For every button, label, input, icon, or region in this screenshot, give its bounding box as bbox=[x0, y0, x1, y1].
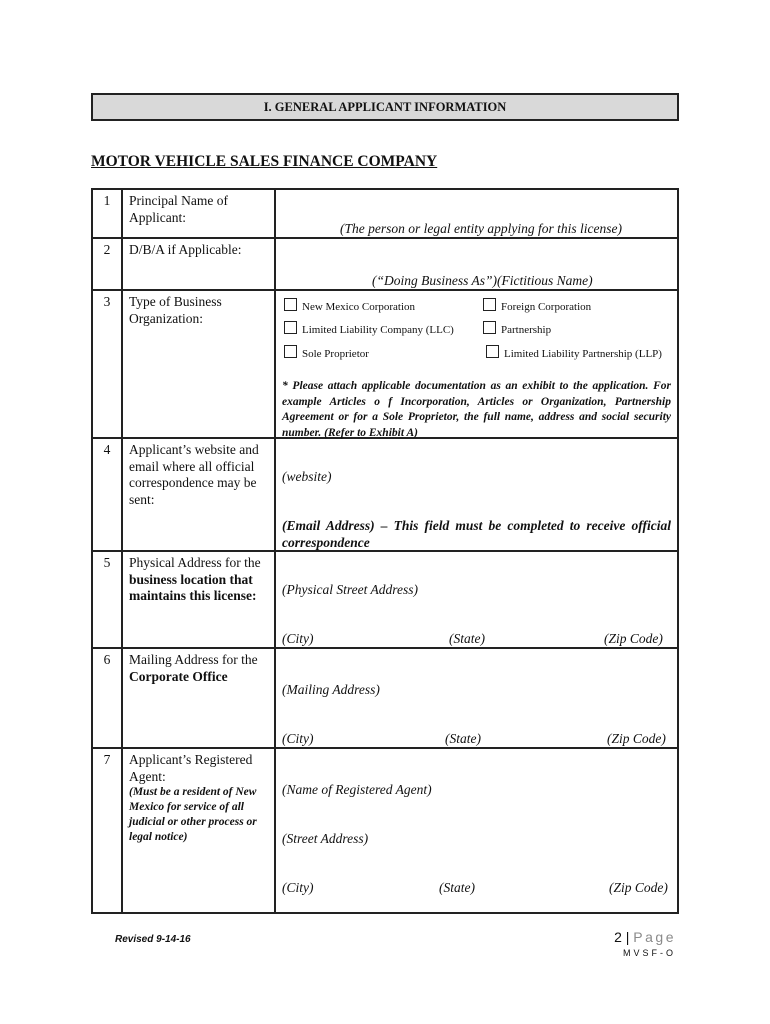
row-number: 7 bbox=[92, 748, 122, 913]
checkbox-icon[interactable] bbox=[284, 298, 297, 311]
registered-agent-sublabel: (Must be a resident of New Mexico for service of all judicial or other process or legal notice) bbox=[129, 786, 257, 843]
row-mailing-address bbox=[92, 648, 678, 748]
registered-agent-field[interactable] bbox=[275, 748, 678, 913]
checkbox-icon[interactable] bbox=[284, 345, 297, 358]
street-hint: (Street Address) bbox=[282, 831, 369, 846]
website-email-field[interactable] bbox=[275, 438, 678, 551]
documentation-note: * Please attach applicable documentation as an exhibit to the application. For example Articles o f Incorporation, Articles or Organization, Partnership Agreement or for a Sole Proprietor, the full name, address and social security number. (Refer to Exhibit A) bbox=[282, 380, 671, 439]
applicant-info-table bbox=[91, 188, 679, 914]
physical-address-field[interactable] bbox=[275, 551, 678, 648]
business-type-label: Type of Business Organization: bbox=[122, 290, 275, 438]
option-foreign-corporation[interactable]: Foreign Corporation bbox=[483, 298, 591, 316]
dba-hint: (“Doing Business As”)(Fictitious Name) bbox=[372, 273, 593, 288]
option-llp[interactable]: Limited Liability Partnership (LLP) bbox=[486, 345, 662, 363]
state-hint: (State) bbox=[439, 880, 475, 895]
physical-address-label: Physical Address for the business location that maintains this license: bbox=[122, 551, 275, 648]
state-hint: (State) bbox=[445, 731, 481, 746]
state-hint: (State) bbox=[449, 631, 485, 646]
mailing-hint: (Mailing Address) bbox=[282, 682, 380, 697]
option-new-mexico-corporation[interactable]: New Mexico Corporation bbox=[284, 298, 415, 316]
row-business-type bbox=[92, 290, 678, 438]
principal-name-hint: (The person or legal entity applying for this license) bbox=[340, 221, 622, 236]
section-header: I. GENERAL APPLICANT INFORMATION bbox=[91, 93, 679, 121]
checkbox-icon[interactable] bbox=[483, 298, 496, 311]
zip-hint: (Zip Code) bbox=[609, 880, 668, 895]
checkbox-icon[interactable] bbox=[284, 321, 297, 334]
row-number: 3 bbox=[92, 290, 122, 438]
mailing-address-label: Mailing Address for the Corporate Office bbox=[122, 648, 275, 748]
row-number: 5 bbox=[92, 551, 122, 648]
dba-field[interactable] bbox=[275, 238, 678, 290]
form-title: MOTOR VEHICLE SALES FINANCE COMPANY bbox=[91, 153, 438, 170]
principal-name-label: Principal Name of Applicant: bbox=[122, 189, 275, 238]
row-number: 2 bbox=[92, 238, 122, 290]
row-dba bbox=[92, 238, 678, 290]
website-email-label: Applicant’s website and email where all official correspondence may be sent: bbox=[122, 438, 275, 551]
email-hint: (Email Address) – This field must be completed to receive official correspondence bbox=[282, 518, 671, 550]
website-hint: (website) bbox=[282, 469, 332, 484]
option-sole-proprietor[interactable]: Sole Proprietor bbox=[284, 345, 369, 363]
dba-label: D/B/A if Applicable: bbox=[122, 238, 275, 290]
row-number: 6 bbox=[92, 648, 122, 748]
agent-name-hint: (Name of Registered Agent) bbox=[282, 782, 432, 797]
revision-date: Revised 9-14-16 bbox=[115, 934, 191, 945]
row-number: 4 bbox=[92, 438, 122, 551]
city-hint: (City) bbox=[282, 880, 314, 895]
street-hint: (Physical Street Address) bbox=[282, 582, 418, 597]
row-registered-agent bbox=[92, 748, 678, 913]
row-website-email bbox=[92, 438, 678, 551]
page-number: 2 | Page bbox=[614, 929, 676, 945]
form-code: MVSF-O bbox=[623, 948, 676, 958]
row-principal-name bbox=[92, 189, 678, 238]
city-hint: (City) bbox=[282, 631, 314, 646]
row-physical-address bbox=[92, 551, 678, 648]
option-partnership[interactable]: Partnership bbox=[483, 321, 551, 339]
option-llc[interactable]: Limited Liability Company (LLC) bbox=[284, 321, 454, 339]
zip-hint: (Zip Code) bbox=[607, 731, 666, 746]
row-number: 1 bbox=[92, 189, 122, 238]
registered-agent-label: Applicant’s Registered Agent: (Must be a resident of New Mexico for service of all judicial or other process or legal notice) bbox=[122, 748, 275, 913]
checkbox-icon[interactable] bbox=[486, 345, 499, 358]
business-type-options bbox=[275, 290, 678, 438]
principal-name-field[interactable] bbox=[275, 189, 678, 238]
zip-hint: (Zip Code) bbox=[604, 631, 663, 646]
checkbox-icon[interactable] bbox=[483, 321, 496, 334]
mailing-address-field[interactable] bbox=[275, 648, 678, 748]
city-hint: (City) bbox=[282, 731, 314, 746]
